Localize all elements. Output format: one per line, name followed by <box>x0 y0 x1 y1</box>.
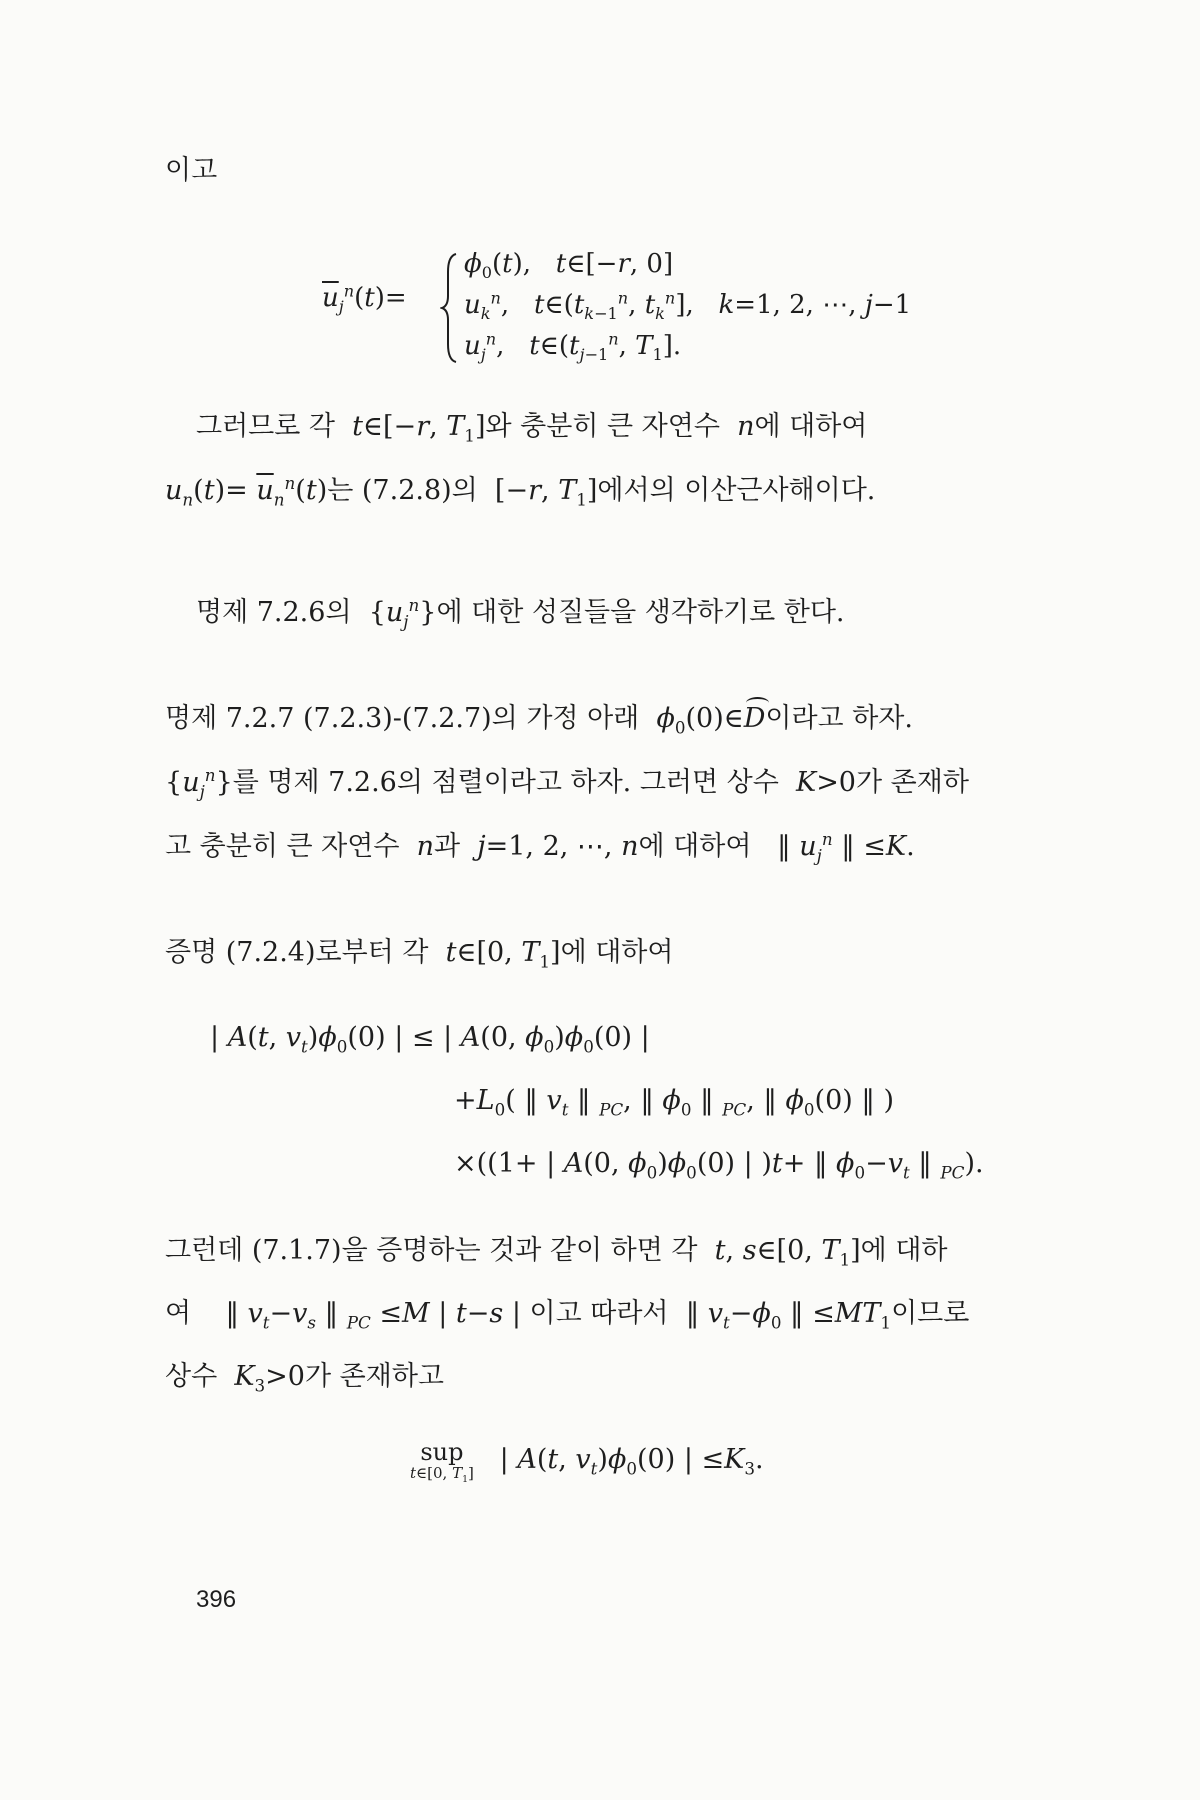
inequality-line-3: ×((1+ | A(0, $\phi_0)\phi_0(0)$ | )t+ ‖ $\phi_0-v_t$ ‖ $_{PC}$). <box>454 1148 984 1183</box>
p1-text-d: 는 (7.2.8)의 <box>327 475 478 506</box>
paragraph-3-line-2: 여 ‖ $v_t-v_s$ ‖ $_{PC}$ ≤M | t−s | 이고 따라서 ‖ $v_t-\phi_0$ ‖ $\le MT_1$이므로 <box>165 1298 970 1333</box>
proof-text-a: 증명 (7.2.4)로부터 각 <box>165 937 429 968</box>
p3-text-d: 이고 따라서 <box>529 1298 669 1329</box>
paragraph-3-line-3: 상수 $K_3>0$가 존재하고 <box>165 1361 444 1396</box>
left-brace <box>440 252 460 364</box>
final-equation: sup t∈[0, $T_1$] | A(t, $v_t)\phi_0(0)$ | $\le K_3$. <box>410 1438 764 1485</box>
sup-operator <box>410 1438 474 1485</box>
p3-text-g: 가 존재하고 <box>304 1361 444 1392</box>
prop-text-d: 가 존재하 <box>856 767 969 798</box>
paragraph-1-line-1: 그러므로 각 t∈[−r, $T_1$]와 충분히 큰 자연수 n에 대하여 <box>196 411 868 446</box>
prop-text-b: 이라고 하자. <box>765 703 913 734</box>
proposition-line-2: $\{u_j^n\}$를 명제 7.2.6의 점렬이라고 하자. 그러면 상수 K>0가 존재하 <box>165 765 969 802</box>
sup-label: sup <box>420 1438 464 1466</box>
proposition-line-1: 명제 7.2.7 (7.2.3)-(7.2.7)의 가정 아래 $\phi_0(0)\in D$이라고 하자. <box>165 703 913 738</box>
p2-text-b: 에 대한 성질들을 생각하기로 한다. <box>436 597 845 628</box>
proof-text-b: 에 대하여 <box>560 937 674 968</box>
p3-text-a: 그런데 (7.1.7)을 증명하는 것과 같이 하면 각 <box>165 1235 698 1266</box>
prop-text-g: 에 대하여 <box>638 831 752 862</box>
prop-text-a: 명제 7.2.7 (7.2.3)-(7.2.7)의 가정 아래 <box>165 703 640 734</box>
p1-text-c: 에 대하여 <box>754 411 868 442</box>
piecewise-lhs: $\overline{u}_j^n(t)=$ <box>322 281 407 317</box>
prop-text-e: 고 충분히 큰 자연수 <box>165 831 400 862</box>
paragraph-3-line-1: 그런데 (7.1.7)을 증명하는 것과 같이 하면 각 t, s∈[0, $T_1$]에 대하 <box>165 1235 948 1270</box>
page-number: 396 <box>196 1586 237 1613</box>
piecewise-case-2: $u_k^n$, $t\in(t_{k-1}^n$, $t_k^n$], k=1, 2, ⋯, j−1 <box>464 288 912 324</box>
piecewise-case-3: $u_j^n$, $t\in(t_{j-1}^n$, $T_1$]. <box>464 329 682 365</box>
p3-text-f: 상수 <box>165 1361 218 1392</box>
p2-text-a: 명제 7.2.6의 <box>196 597 352 628</box>
piecewise-case-1: $\phi_0(t)$, t∈[−r, 0] <box>464 249 674 283</box>
p1-text-a: 그러므로 각 <box>196 411 335 442</box>
text-line-intro <box>165 155 217 187</box>
p3-text-e: 이므로 <box>891 1298 970 1329</box>
p1-text-e: 에서의 이산근사해이다. <box>597 475 876 506</box>
p3-text-b: 에 대하 <box>860 1235 948 1266</box>
proof-line-1: 증명 (7.2.4)로부터 각 t∈[0, $T_1$]에 대하여 <box>165 937 674 972</box>
paragraph-1-line-2: $u_n(t)= \overline{u}_n^n(t)$는 (7.2.8)의 [−r, $T_1$]에서의 이산근사해이다. <box>165 473 876 510</box>
inequality-line-2: $+L_0$( ‖ $v_t$ ‖ $_{PC}$, ‖ $\phi_0$ ‖ $_{PC}$, ‖ $\phi_0(0)$ ‖ ) <box>454 1085 894 1120</box>
proposition-line-3: 고 충분히 큰 자연수 n과 j=1, 2, ⋯, n에 대하여 ‖ $u_j^n$ ‖ ≤K. <box>165 829 915 866</box>
intro-text: 이고 <box>165 155 218 186</box>
p1-text-b: 와 충분히 큰 자연수 <box>485 411 720 442</box>
sup-subscript: t∈[0, $T_1$] <box>410 1464 474 1485</box>
prop-text-f: 과 <box>433 831 461 862</box>
paragraph-2: 명제 7.2.6의 $\{u_j^n\}$에 대한 성질들을 생각하기로 한다. <box>196 595 845 632</box>
prop-text-c: 를 명제 7.2.6의 점렬이라고 하자. 그러면 상수 <box>232 767 779 798</box>
p3-text-c: 여 <box>165 1298 192 1329</box>
inequality-line-1: | A(t, $v_t)\phi_0(0)$ | ≤ | A(0, $\phi_0)\phi_0(0)$ | <box>210 1022 650 1057</box>
